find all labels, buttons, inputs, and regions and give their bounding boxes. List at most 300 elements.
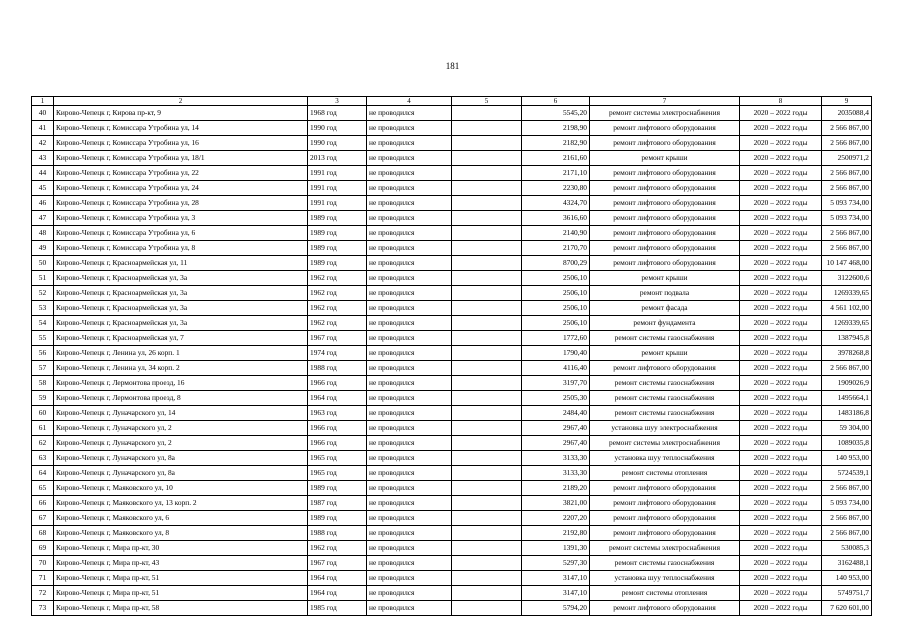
last-repair-cell: не проводился: [367, 226, 452, 241]
last-repair-cell: не проводился: [367, 286, 452, 301]
address-cell: Кирово-Чепецк г, Красноармейская ул, 3а: [54, 271, 308, 286]
build-year-cell: 1967 год: [308, 331, 367, 346]
row-number-cell: 48: [32, 226, 54, 241]
row-number-cell: 40: [32, 106, 54, 121]
empty-cell: [452, 466, 522, 481]
table-row: [32, 286, 872, 301]
work-type-cell: ремонт системы электроснабжения: [590, 106, 740, 121]
build-year-cell: 1988 год: [308, 361, 367, 376]
work-type-cell: установка шуу теплоснабжения: [590, 571, 740, 586]
work-type-cell: ремонт лифтового оборудования: [590, 526, 740, 541]
address-cell: Кирово-Чепецк г, Красноармейская ул, 3а: [54, 316, 308, 331]
address-cell: Кирово-Чепецк г, Мира пр-кт, 30: [54, 541, 308, 556]
build-year-cell: 1987 год: [308, 496, 367, 511]
cost-cell: 2 566 867,00: [822, 181, 872, 196]
work-type-cell: ремонт лифтового оборудования: [590, 241, 740, 256]
cost-cell: 2 566 867,00: [822, 136, 872, 151]
period-cell: 2020 – 2022 годы: [740, 106, 822, 121]
row-number-cell: 58: [32, 376, 54, 391]
empty-cell: [452, 226, 522, 241]
work-type-cell: установка шуу теплоснабжения: [590, 451, 740, 466]
area-cell: 2505,30: [522, 391, 590, 406]
last-repair-cell: не проводился: [367, 211, 452, 226]
empty-cell: [452, 406, 522, 421]
cost-cell: 2 566 867,00: [822, 526, 872, 541]
last-repair-cell: не проводился: [367, 496, 452, 511]
cost-cell: 1269339,65: [822, 316, 872, 331]
last-repair-cell: не проводился: [367, 436, 452, 451]
area-cell: 5794,20: [522, 601, 590, 616]
period-cell: 2020 – 2022 годы: [740, 301, 822, 316]
table-row: [32, 511, 872, 526]
empty-cell: [452, 481, 522, 496]
table-row: [32, 421, 872, 436]
work-type-cell: ремонт лифтового оборудования: [590, 196, 740, 211]
empty-cell: [452, 121, 522, 136]
table-row: [32, 391, 872, 406]
empty-cell: [452, 271, 522, 286]
work-type-cell: ремонт крыши: [590, 271, 740, 286]
last-repair-cell: не проводился: [367, 601, 452, 616]
address-cell: Кирово-Чепецк г, Ленина ул, 26 корп. 1: [54, 346, 308, 361]
table-row: [32, 451, 872, 466]
address-cell: Кирово-Чепецк г, Луначарского ул, 14: [54, 406, 308, 421]
work-type-cell: ремонт системы отопления: [590, 586, 740, 601]
table-row: [32, 586, 872, 601]
address-cell: Кирово-Чепецк г, Красноармейская ул, 7: [54, 331, 308, 346]
period-cell: 2020 – 2022 годы: [740, 196, 822, 211]
row-number-cell: 66: [32, 496, 54, 511]
period-cell: 2020 – 2022 годы: [740, 541, 822, 556]
empty-cell: [452, 301, 522, 316]
work-type-cell: ремонт крыши: [590, 151, 740, 166]
build-year-cell: 1964 год: [308, 391, 367, 406]
empty-cell: [452, 571, 522, 586]
period-cell: 2020 – 2022 годы: [740, 361, 822, 376]
last-repair-cell: не проводился: [367, 541, 452, 556]
last-repair-cell: не проводился: [367, 526, 452, 541]
address-cell: Кирово-Чепецк г, Ленина ул, 34 корп. 2: [54, 361, 308, 376]
column-number-cell: 6: [522, 97, 590, 106]
period-cell: 2020 – 2022 годы: [740, 271, 822, 286]
cost-cell: 5 093 734,00: [822, 496, 872, 511]
cost-cell: 10 147 468,00: [822, 256, 872, 271]
last-repair-cell: не проводился: [367, 406, 452, 421]
row-number-cell: 46: [32, 196, 54, 211]
build-year-cell: 1965 год: [308, 466, 367, 481]
work-type-cell: ремонт системы газоснабжения: [590, 406, 740, 421]
address-cell: Кирово-Чепецк г, Маяковского ул, 6: [54, 511, 308, 526]
area-cell: 2967,40: [522, 421, 590, 436]
build-year-cell: 1989 год: [308, 211, 367, 226]
row-number-cell: 61: [32, 421, 54, 436]
row-number-cell: 57: [32, 361, 54, 376]
work-type-cell: ремонт лифтового оборудования: [590, 226, 740, 241]
build-year-cell: 1962 год: [308, 301, 367, 316]
table-row: [32, 256, 872, 271]
row-number-cell: 42: [32, 136, 54, 151]
build-year-cell: 1985 год: [308, 601, 367, 616]
empty-cell: [452, 586, 522, 601]
address-cell: Кирово-Чепецк г, Луначарского ул, 8а: [54, 466, 308, 481]
build-year-cell: 1963 год: [308, 406, 367, 421]
cost-cell: 1269339,65: [822, 286, 872, 301]
period-cell: 2020 – 2022 годы: [740, 316, 822, 331]
last-repair-cell: не проводился: [367, 346, 452, 361]
cost-cell: 2 566 867,00: [822, 241, 872, 256]
cost-cell: 2 566 867,00: [822, 481, 872, 496]
period-cell: 2020 – 2022 годы: [740, 286, 822, 301]
row-number-cell: 55: [32, 331, 54, 346]
area-cell: 5297,30: [522, 556, 590, 571]
work-type-cell: ремонт лифтового оборудования: [590, 481, 740, 496]
period-cell: 2020 – 2022 годы: [740, 226, 822, 241]
area-cell: 3147,10: [522, 586, 590, 601]
row-number-cell: 63: [32, 451, 54, 466]
table-row: [32, 346, 872, 361]
last-repair-cell: не проводился: [367, 151, 452, 166]
address-cell: Кирово-Чепецк г, Комиссара Утробина ул, 6: [54, 226, 308, 241]
column-number-cell: 3: [308, 97, 367, 106]
period-cell: 2020 – 2022 годы: [740, 421, 822, 436]
table-body: [32, 97, 872, 616]
period-cell: 2020 – 2022 годы: [740, 511, 822, 526]
row-number-cell: 51: [32, 271, 54, 286]
row-number-cell: 54: [32, 316, 54, 331]
work-type-cell: ремонт лифтового оборудования: [590, 361, 740, 376]
last-repair-cell: не проводился: [367, 196, 452, 211]
address-cell: Кирово-Чепецк г, Комиссара Утробина ул, 22: [54, 166, 308, 181]
work-type-cell: ремонт фасада: [590, 301, 740, 316]
table-row: [32, 121, 872, 136]
build-year-cell: 1991 год: [308, 181, 367, 196]
build-year-cell: 1991 год: [308, 196, 367, 211]
empty-cell: [452, 181, 522, 196]
work-type-cell: ремонт крыши: [590, 346, 740, 361]
period-cell: 2020 – 2022 годы: [740, 121, 822, 136]
empty-cell: [452, 346, 522, 361]
period-cell: 2020 – 2022 годы: [740, 571, 822, 586]
work-type-cell: ремонт системы отопления: [590, 466, 740, 481]
period-cell: 2020 – 2022 годы: [740, 451, 822, 466]
row-number-cell: 69: [32, 541, 54, 556]
area-cell: 3616,60: [522, 211, 590, 226]
table-row: [32, 151, 872, 166]
area-cell: 2506,10: [522, 286, 590, 301]
area-cell: 2182,90: [522, 136, 590, 151]
last-repair-cell: не проводился: [367, 256, 452, 271]
last-repair-cell: не проводился: [367, 166, 452, 181]
last-repair-cell: не проводился: [367, 136, 452, 151]
area-cell: 3133,30: [522, 466, 590, 481]
row-number-cell: 59: [32, 391, 54, 406]
area-cell: 2506,10: [522, 316, 590, 331]
table-row: [32, 526, 872, 541]
build-year-cell: 1989 год: [308, 481, 367, 496]
period-cell: 2020 – 2022 годы: [740, 406, 822, 421]
work-type-cell: ремонт системы электроснабжения: [590, 436, 740, 451]
build-year-cell: 1990 год: [308, 121, 367, 136]
last-repair-cell: не проводился: [367, 421, 452, 436]
work-type-cell: ремонт системы газоснабжения: [590, 556, 740, 571]
work-type-cell: ремонт системы газоснабжения: [590, 331, 740, 346]
last-repair-cell: не проводился: [367, 571, 452, 586]
row-number-cell: 47: [32, 211, 54, 226]
table-row: [32, 316, 872, 331]
period-cell: 2020 – 2022 годы: [740, 331, 822, 346]
last-repair-cell: не проводился: [367, 376, 452, 391]
empty-cell: [452, 361, 522, 376]
address-cell: Кирово-Чепецк г, Мира пр-кт, 51: [54, 571, 308, 586]
area-cell: 2207,20: [522, 511, 590, 526]
column-number-row: [32, 97, 872, 106]
empty-cell: [452, 286, 522, 301]
row-number-cell: 62: [32, 436, 54, 451]
table-row: [32, 436, 872, 451]
row-number-cell: 64: [32, 466, 54, 481]
period-cell: 2020 – 2022 годы: [740, 391, 822, 406]
cost-cell: 3122600,6: [822, 271, 872, 286]
build-year-cell: 1988 год: [308, 526, 367, 541]
table-row: [32, 211, 872, 226]
work-type-cell: ремонт системы электроснабжения: [590, 541, 740, 556]
address-cell: Кирово-Чепецк г, Кирова пр-кт, 9: [54, 106, 308, 121]
last-repair-cell: не проводился: [367, 271, 452, 286]
empty-cell: [452, 526, 522, 541]
last-repair-cell: не проводился: [367, 556, 452, 571]
cost-cell: 7 620 601,00: [822, 601, 872, 616]
address-cell: Кирово-Чепецк г, Комиссара Утробина ул, 28: [54, 196, 308, 211]
build-year-cell: 1962 год: [308, 541, 367, 556]
table-row: [32, 166, 872, 181]
empty-cell: [452, 211, 522, 226]
work-type-cell: ремонт лифтового оборудования: [590, 256, 740, 271]
column-number-cell: 9: [822, 97, 872, 106]
empty-cell: [452, 556, 522, 571]
row-number-cell: 68: [32, 526, 54, 541]
build-year-cell: 1965 год: [308, 451, 367, 466]
cost-cell: 4 561 102,00: [822, 301, 872, 316]
last-repair-cell: не проводился: [367, 466, 452, 481]
build-year-cell: 1966 год: [308, 376, 367, 391]
table-row: [32, 106, 872, 121]
cost-cell: 1483186,8: [822, 406, 872, 421]
area-cell: 2189,20: [522, 481, 590, 496]
build-year-cell: 1964 год: [308, 586, 367, 601]
address-cell: Кирово-Чепецк г, Красноармейская ул, 3а: [54, 286, 308, 301]
address-cell: Кирово-Чепецк г, Комиссара Утробина ул, 16: [54, 136, 308, 151]
row-number-cell: 53: [32, 301, 54, 316]
last-repair-cell: не проводился: [367, 241, 452, 256]
row-number-cell: 49: [32, 241, 54, 256]
period-cell: 2020 – 2022 годы: [740, 481, 822, 496]
last-repair-cell: не проводился: [367, 106, 452, 121]
row-number-cell: 45: [32, 181, 54, 196]
table-row: [32, 571, 872, 586]
column-number-cell: 2: [54, 97, 308, 106]
last-repair-cell: не проводился: [367, 331, 452, 346]
work-type-cell: ремонт системы газоснабжения: [590, 391, 740, 406]
build-year-cell: 1990 год: [308, 136, 367, 151]
table-row: [32, 196, 872, 211]
cost-cell: 2 566 867,00: [822, 511, 872, 526]
area-cell: 2140,90: [522, 226, 590, 241]
work-type-cell: ремонт лифтового оборудования: [590, 121, 740, 136]
row-number-cell: 52: [32, 286, 54, 301]
empty-cell: [452, 376, 522, 391]
area-cell: 8700,29: [522, 256, 590, 271]
cost-cell: 2 566 867,00: [822, 121, 872, 136]
area-cell: 2484,40: [522, 406, 590, 421]
table-row: [32, 331, 872, 346]
work-type-cell: ремонт фундамента: [590, 316, 740, 331]
address-cell: Кирово-Чепецк г, Комиссара Утробина ул, 14: [54, 121, 308, 136]
table-row: [32, 361, 872, 376]
row-number-cell: 71: [32, 571, 54, 586]
work-type-cell: ремонт лифтового оборудования: [590, 136, 740, 151]
empty-cell: [452, 151, 522, 166]
empty-cell: [452, 166, 522, 181]
work-type-cell: ремонт подвала: [590, 286, 740, 301]
cost-cell: 1909026,9: [822, 376, 872, 391]
period-cell: 2020 – 2022 годы: [740, 376, 822, 391]
area-cell: 2198,90: [522, 121, 590, 136]
last-repair-cell: не проводился: [367, 181, 452, 196]
area-cell: 3197,70: [522, 376, 590, 391]
area-cell: 3821,00: [522, 496, 590, 511]
cost-cell: 2 566 867,00: [822, 226, 872, 241]
cost-cell: 5749751,7: [822, 586, 872, 601]
page-number: 181: [445, 61, 460, 71]
work-type-cell: ремонт лифтового оборудования: [590, 181, 740, 196]
build-year-cell: 1968 год: [308, 106, 367, 121]
last-repair-cell: не проводился: [367, 361, 452, 376]
address-cell: Кирово-Чепецк г, Луначарского ул, 2: [54, 421, 308, 436]
address-cell: Кирово-Чепецк г, Маяковского ул, 13 корп. 2: [54, 496, 308, 511]
cost-cell: 3162488,1: [822, 556, 872, 571]
cost-cell: 5 093 734,00: [822, 211, 872, 226]
build-year-cell: 1966 год: [308, 421, 367, 436]
period-cell: 2020 – 2022 годы: [740, 151, 822, 166]
empty-cell: [452, 331, 522, 346]
row-number-cell: 50: [32, 256, 54, 271]
work-type-cell: ремонт лифтового оборудования: [590, 166, 740, 181]
empty-cell: [452, 436, 522, 451]
last-repair-cell: не проводился: [367, 391, 452, 406]
row-number-cell: 56: [32, 346, 54, 361]
row-number-cell: 41: [32, 121, 54, 136]
table-row: [32, 301, 872, 316]
area-cell: 2171,10: [522, 166, 590, 181]
cost-cell: 2035088,4: [822, 106, 872, 121]
area-cell: 1790,40: [522, 346, 590, 361]
empty-cell: [452, 601, 522, 616]
area-cell: 2967,40: [522, 436, 590, 451]
empty-cell: [452, 511, 522, 526]
address-cell: Кирово-Чепецк г, Комиссара Утробина ул, 24: [54, 181, 308, 196]
address-cell: Кирово-Чепецк г, Маяковского ул, 8: [54, 526, 308, 541]
work-type-cell: ремонт системы газоснабжения: [590, 376, 740, 391]
cost-cell: 3978268,8: [822, 346, 872, 361]
address-cell: Кирово-Чепецк г, Луначарского ул, 2: [54, 436, 308, 451]
build-year-cell: 1989 год: [308, 226, 367, 241]
area-cell: 2192,80: [522, 526, 590, 541]
empty-cell: [452, 316, 522, 331]
build-year-cell: 1962 год: [308, 316, 367, 331]
area-cell: 2506,10: [522, 301, 590, 316]
row-number-cell: 70: [32, 556, 54, 571]
table-row: [32, 226, 872, 241]
address-cell: Кирово-Чепецк г, Мира пр-кт, 58: [54, 601, 308, 616]
area-cell: 2230,80: [522, 181, 590, 196]
period-cell: 2020 – 2022 годы: [740, 436, 822, 451]
last-repair-cell: не проводился: [367, 586, 452, 601]
row-number-cell: 60: [32, 406, 54, 421]
column-number-cell: 7: [590, 97, 740, 106]
area-cell: 4324,70: [522, 196, 590, 211]
table-row: [32, 496, 872, 511]
row-number-cell: 44: [32, 166, 54, 181]
build-year-cell: 2013 год: [308, 151, 367, 166]
table-row: [32, 466, 872, 481]
address-cell: Кирово-Чепецк г, Лермонтова проезд, 16: [54, 376, 308, 391]
row-number-cell: 67: [32, 511, 54, 526]
area-cell: 2506,10: [522, 271, 590, 286]
address-cell: Кирово-Чепецк г, Комиссара Утробина ул, 18/1: [54, 151, 308, 166]
empty-cell: [452, 391, 522, 406]
work-type-cell: ремонт лифтового оборудования: [590, 601, 740, 616]
period-cell: 2020 – 2022 годы: [740, 166, 822, 181]
cost-cell: 1495664,1: [822, 391, 872, 406]
column-number-cell: 8: [740, 97, 822, 106]
area-cell: 2170,70: [522, 241, 590, 256]
cost-cell: 2500971,2: [822, 151, 872, 166]
table-row: [32, 406, 872, 421]
table-row: [32, 601, 872, 616]
cost-cell: 59 304,00: [822, 421, 872, 436]
column-number-cell: 5: [452, 97, 522, 106]
build-year-cell: 1962 год: [308, 271, 367, 286]
table-row: [32, 556, 872, 571]
area-cell: 3147,10: [522, 571, 590, 586]
row-number-cell: 65: [32, 481, 54, 496]
row-number-cell: 43: [32, 151, 54, 166]
address-cell: Кирово-Чепецк г, Луначарского ул, 8а: [54, 451, 308, 466]
build-year-cell: 1964 год: [308, 571, 367, 586]
period-cell: 2020 – 2022 годы: [740, 556, 822, 571]
empty-cell: [452, 496, 522, 511]
cost-cell: 140 953,00: [822, 571, 872, 586]
address-cell: Кирово-Чепецк г, Красноармейская ул, 11: [54, 256, 308, 271]
build-year-cell: 1991 год: [308, 166, 367, 181]
row-number-cell: 72: [32, 586, 54, 601]
period-cell: 2020 – 2022 годы: [740, 601, 822, 616]
last-repair-cell: не проводился: [367, 511, 452, 526]
last-repair-cell: не проводился: [367, 316, 452, 331]
build-year-cell: 1989 год: [308, 256, 367, 271]
table-row: [32, 181, 872, 196]
empty-cell: [452, 451, 522, 466]
empty-cell: [452, 241, 522, 256]
work-type-cell: ремонт лифтового оборудования: [590, 511, 740, 526]
address-cell: Кирово-Чепецк г, Красноармейская ул, 3а: [54, 301, 308, 316]
build-year-cell: 1962 год: [308, 286, 367, 301]
build-year-cell: 1974 год: [308, 346, 367, 361]
table-row: [32, 376, 872, 391]
address-cell: Кирово-Чепецк г, Маяковского ул, 10: [54, 481, 308, 496]
work-type-cell: ремонт лифтового оборудования: [590, 496, 740, 511]
address-cell: Кирово-Чепецк г, Комиссара Утробина ул, 3: [54, 211, 308, 226]
